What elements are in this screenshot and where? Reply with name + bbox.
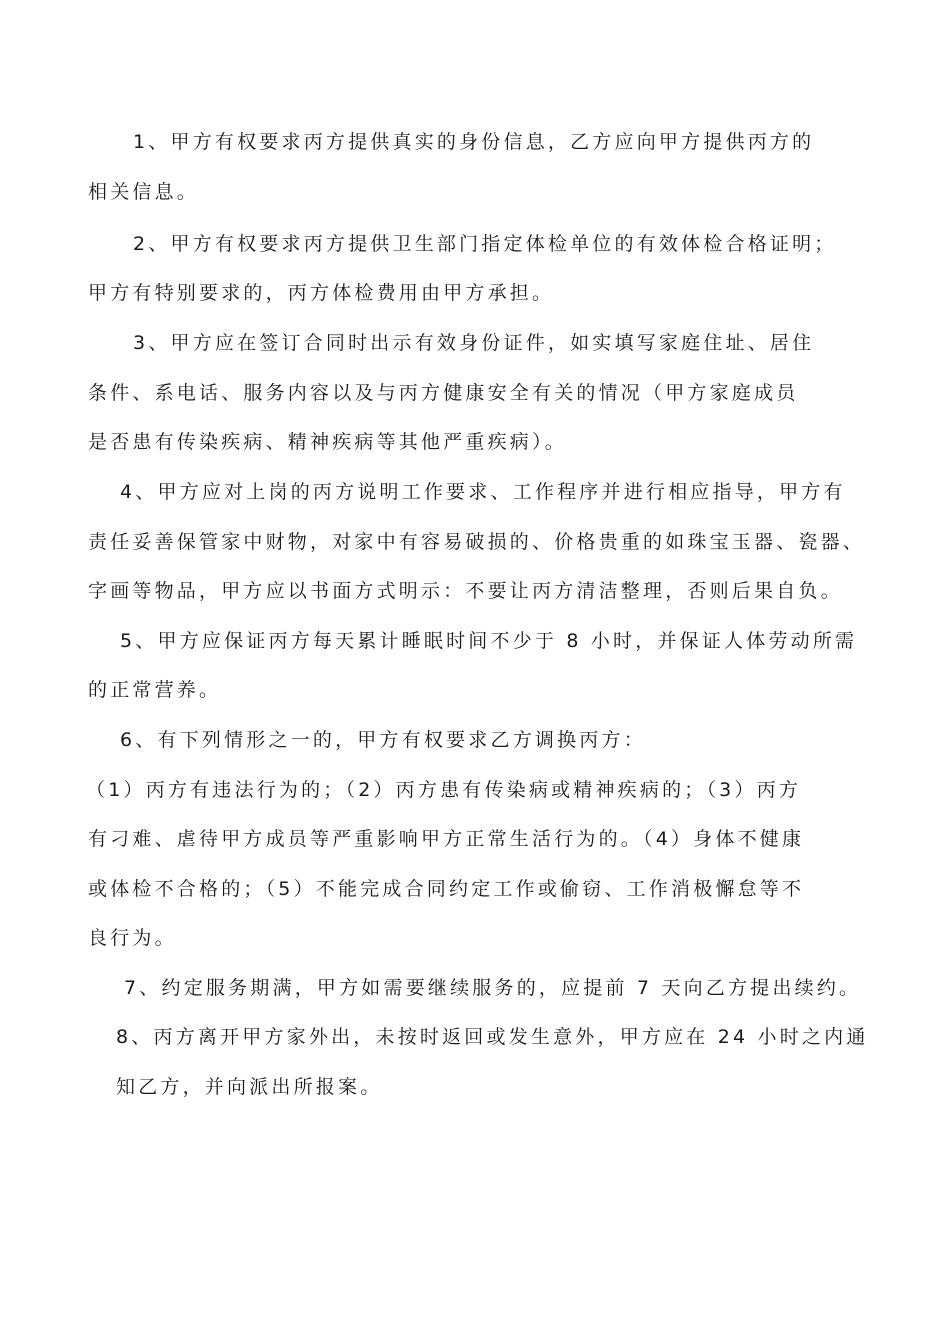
clause-1-line-1: 1、甲方有权要求丙方提供真实的身份信息，乙方应向甲方提供丙方的: [133, 131, 815, 153]
clause-3-line-3: 是否患有传染疾病、精神疾病等其他严重疾病）。: [88, 431, 567, 453]
clause-5-line-2: 的正常营养。: [88, 679, 222, 701]
clause-5-line-1: 5、甲方应保证丙方每天累计睡眠时间不少于 8 小时，并保证人体劳动所需: [120, 630, 858, 652]
clause-8-line-1: 8、丙方离开甲方家外出，未按时返回或发生意外，甲方应在 24 小时之内通: [116, 1026, 869, 1048]
clause-6-line-2: （1）丙方有违法行为的；（2）丙方患有传染病或精神疾病的；（3）丙方: [86, 779, 802, 801]
clause-4-line-2: 责任妥善保管家中财物，对家中有容易破损的、价格贵重的如珠宝玉器、瓷器、: [88, 531, 866, 553]
clause-6-line-5: 良行为。: [88, 927, 177, 949]
clause-6-line-4: 或体检不合格的；（5）不能完成合同约定工作或偷窃、工作消极懈怠等不: [88, 878, 805, 900]
clause-3-line-1: 3、甲方应在签订合同时出示有效身份证件，如实填写家庭住址、居住: [133, 332, 815, 354]
clause-6-line-3: 有刁难、虐待甲方成员等严重影响甲方正常生活行为的。（4）身体不健康: [88, 828, 805, 850]
clause-4-line-1: 4、甲方应对上岗的丙方说明工作要求、工作程序并进行相应指导，甲方有: [120, 481, 846, 503]
clause-7-line-1: 7、约定服务期满，甲方如需要继续服务的，应提前 7 天向乙方提出续约。: [124, 977, 862, 999]
clause-8-line-2: 知乙方，并向派出所报案。: [116, 1076, 383, 1098]
clause-1-line-2: 相关信息。: [88, 181, 200, 203]
clause-3-line-2: 条件、系电话、服务内容以及与丙方健康安全有关的情况（甲方家庭成员: [88, 382, 799, 404]
clause-2-line-2: 甲方有特别要求的，丙方体检费用由甲方承担。: [88, 282, 555, 304]
clause-2-line-1: 2、甲方有权要求丙方提供卫生部门指定体检单位的有效体检合格证明；: [133, 233, 837, 255]
clause-4-line-3: 字画等物品，甲方应以书面方式明示：不要让丙方清洁整理，否则后果自负。: [88, 580, 843, 602]
clause-6-line-1: 6、有下列情形之一的，甲方有权要求乙方调换丙方：: [120, 729, 646, 751]
